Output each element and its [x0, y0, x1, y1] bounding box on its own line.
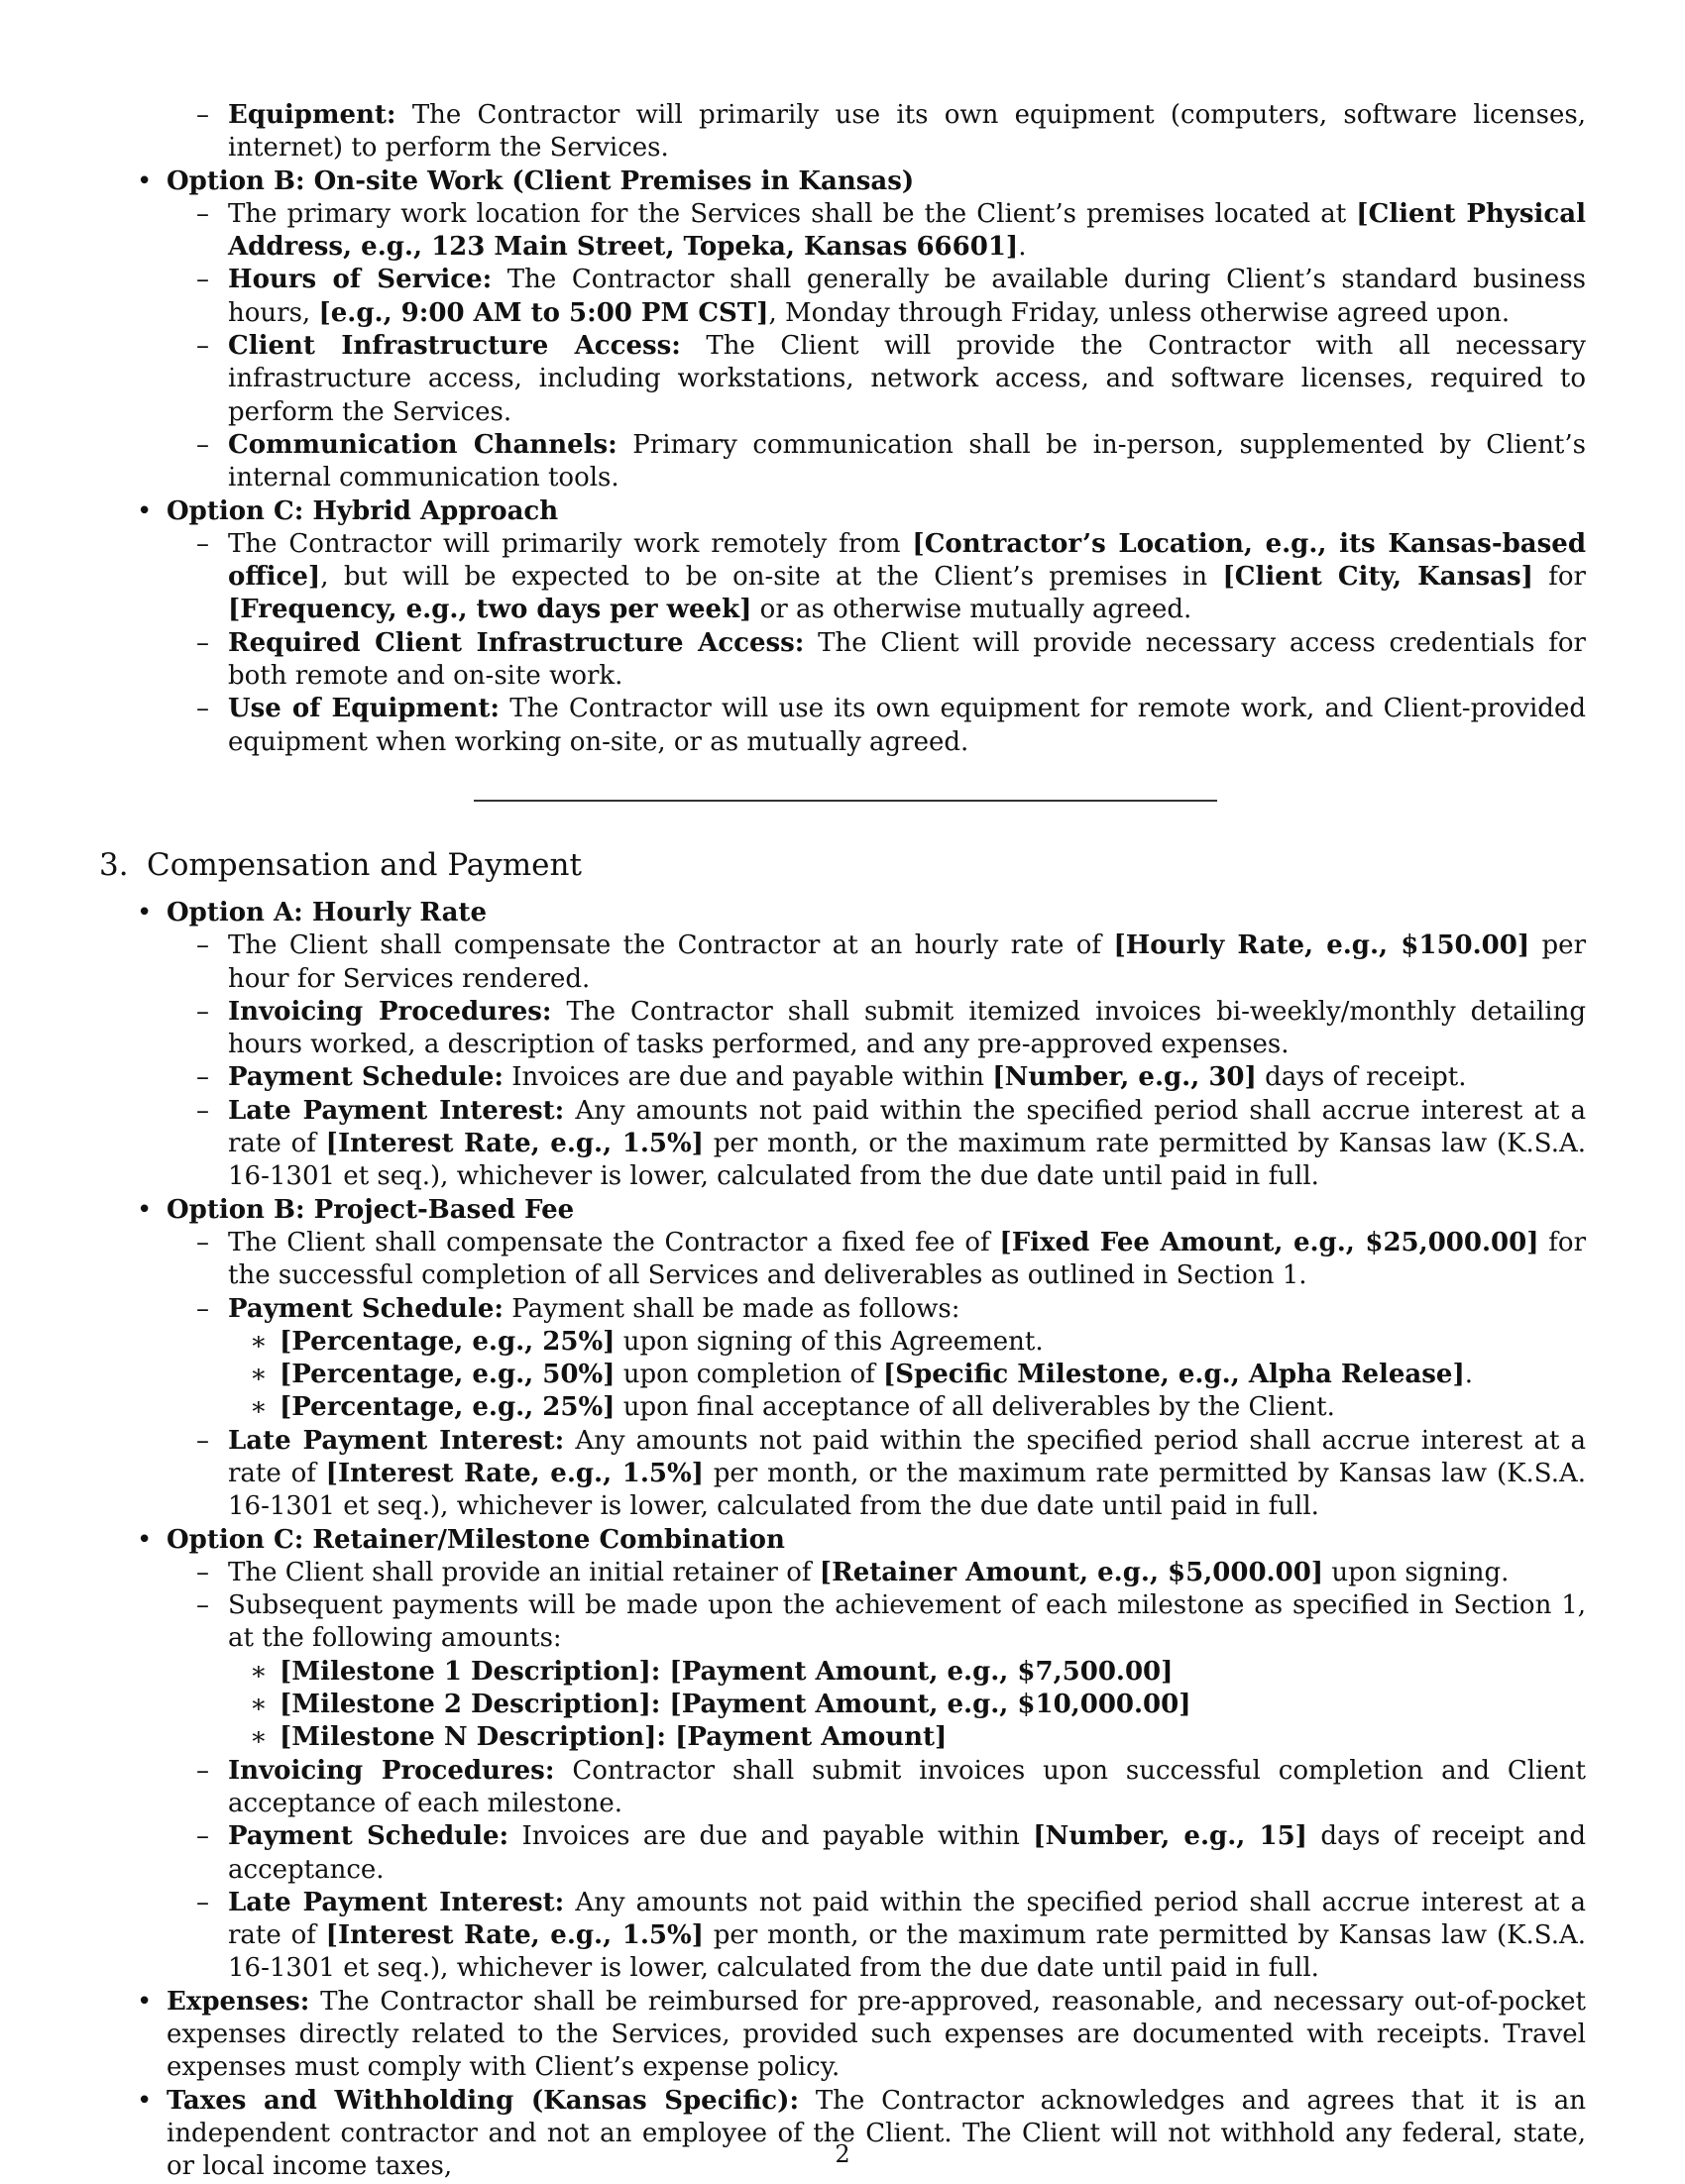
list-item: – The Contractor will primarily work remotely from [Contractor’s Location, e.g., its Kansas-based office], but will be expected to be on-site at the Client’s premises in [Client City, Kansas] for [Frequency, e.g., two days per week] or as otherwise mutually agreed. — [196, 528, 1587, 625]
expenses-clause: • Expenses: The Contractor shall be reimbursed for pre-approved, reasonable, and necessary out-of-pocket expenses directly related to the Services, provided such expenses are documented with receipts. Travel expenses must comply with Client’s expense policy. — [137, 1986, 1586, 2083]
page-number: 2 — [835, 2140, 850, 2168]
list-item: – The Client shall provide an initial retainer of [Retainer Amount, e.g., $5,000.00] upon signing. — [196, 1557, 1510, 1587]
option-title: Option B: Project-Based Fee — [167, 1194, 575, 1225]
list-item: – The Client shall compensate the Contractor at an hourly rate of [Hourly Rate, e.g., $150.00] per hour for Services rendered. — [196, 930, 1586, 994]
list-item: – Payment Schedule: Invoices are due and payable within [Number, e.g., 30] days of receipt. — [196, 1062, 1467, 1093]
horizontal-rule — [474, 800, 1217, 802]
sub-list-item: ∗ [Milestone N Description]: [Payment Amount] — [250, 1722, 948, 1753]
sub-list-item: ∗ [Milestone 2 Description]: [Payment Amount, e.g., $10,000.00] — [250, 1690, 1191, 1720]
section-number: 3. — [99, 846, 129, 883]
list-item: – Subsequent payments will be made upon the achievement of each milestone as specified in Section 1, at the following amounts: ∗ [Milestone 1 Description]: [Payment Amount, e.g., $7,500.00] ∗ [Milestone 2 Description]: [Payment Amount, e.g., $10,000.00] ∗ [Milestone N Description]: [Payment Amount] — [228, 1589, 1586, 1754]
list-item: – Client Infrastructure Access: The Client will provide the Contractor with all necessary infrastructure access, including workstations, network access, and software licenses, required to perform the Services. — [196, 331, 1586, 427]
bullet-marker: • — [137, 165, 153, 196]
option-title: Option B: On-site Work (Client Premises in Kansas) — [167, 165, 915, 196]
sub-list-item: ∗ [Percentage, e.g., 50%] upon completion of [Specific Milestone, e.g., Alpha Release]. — [250, 1360, 1474, 1390]
list-item: – Invoicing Procedures: The Contractor shall submit itemized invoices bi-weekly/monthly detailing hours worked, a description of tasks performed, and any pre-approved expenses. — [196, 996, 1586, 1060]
work-options-list — [137, 165, 1587, 759]
list-item: – Equipment: The Contractor will primarily use its own equipment (computers, software licenses, internet) to perform the Services. — [196, 100, 1587, 164]
sub-list-item: ∗ [Percentage, e.g., 25%] upon final acceptance of all deliverables by the Client. — [250, 1392, 1335, 1423]
list-item: – Use of Equipment: The Contractor will use its own equipment for remote work, and Client-provided equipment when working on-site, or as mutually agreed. — [196, 694, 1586, 757]
option-title: Option A: Hourly Rate — [167, 897, 487, 928]
compensation-section — [137, 897, 1586, 2184]
dash-marker: – — [196, 100, 209, 130]
sub-list-item: ∗ [Milestone 1 Description]: [Payment Amount, e.g., $7,500.00] — [250, 1656, 1174, 1687]
list-item: – Late Payment Interest: Any amounts not paid within the specified period shall accrue interest at a rate of [Interest Rate, e.g., 1.5%] per month, or the maximum rate permitted by Kansas law (K.S.A. 16-1301 et seq.), whichever is lower, calculated from the due date until paid in full. — [196, 1425, 1586, 1522]
option-a-hourly: • Option A: Hourly Rate – The Client shall compensate the Contractor at an hourly rate of [Hourly Rate, e.g., $150.00] per hour for Services rendered. – Invoicing Procedures: The Contractor shall submit itemized invoices bi-weekly/monthly detailing hours worked, a description of tasks performed, and any pre-approved expenses. – Payment Schedule: Invoices are due and payable within [Number, e.g., 30] days of receipt. – Late Payment Interest: Any amounts not paid within the specified period shall accrue interest at a rate of [Interest Rate, e.g., 1.5%] per month, or the maximum rate permitted by Kansas law (K.S.A. 16-1301 et seq.), whichever is lower, calculated from the due date until paid in full. — [167, 897, 1586, 1194]
list-item: – Late Payment Interest: Any amounts not paid within the specified period shall accrue interest at a rate of [Interest Rate, e.g., 1.5%] per month, or the maximum rate permitted by Kansas law (K.S.A. 16-1301 et seq.), whichever is lower, calculated from the due date until paid in full. — [196, 1095, 1586, 1192]
bullet-marker: • — [137, 495, 153, 526]
option-a-tail-list — [196, 99, 1587, 165]
option-c-retainer: • Option C: Retainer/Milestone Combination – The Client shall provide an initial retainer of [Retainer Amount, e.g., $5,000.00] upon signing. – Subsequent payments will be made upon the achievement of each milestone as specified in Section 1, at the following amounts: ∗ [Milestone 1 Description]: [Payment Amount, e.g., $7,500.00] ∗ [Milestone 2 Description]: [Payment Amount, e.g., $10,000.00] ∗ [Milestone N Description]: [Payment Amount] – Invoicing Procedures: Contractor shall submit invoices upon successful completion and Client acceptance of each milestone. – Payment Schedule: Invoices are due and payable within [Number, e.g., 15] days of receipt and acceptance. – Late Payment Interest: Any amounts not paid within the specified period shall accrue interest at a rate of [Interest Rate, e.g., 1.5%] per month, or the maximum rate permitted by Kansas law (K.S.A. 16-1301 et seq.), whichever is lower, calculated from the due date until paid in full. — [167, 1524, 1586, 1986]
section-heading — [99, 845, 1586, 885]
list-item: – Invoicing Procedures: Contractor shall submit invoices upon successful completion and Client acceptance of each milestone. — [196, 1755, 1586, 1818]
option-b-onsite — [137, 165, 1586, 495]
list-item: – The Client shall compensate the Contractor a fixed fee of [Fixed Fee Amount, e.g., $25,000.00] for the successful completion of all Services and deliverables as outlined in Section 1. — [196, 1227, 1586, 1291]
work-location-continued — [137, 99, 1587, 759]
list-item: – Payment Schedule: Payment shall be made as follows: ∗ [Percentage, e.g., 25%] upon signing of this Agreement. ∗ [Percentage, e.g., 50%] upon completion of [Specific Milestone, e.g., Alpha Release]. ∗ [Percentage, e.g., 25%] upon final acceptance of all deliverables by the Client. — [228, 1293, 1586, 1425]
option-b-project-fee: • Option B: Project-Based Fee – The Client shall compensate the Contractor a fixed fee of [Fixed Fee Amount, e.g., $25,000.00] for the successful completion of all Services and deliverables as outlined in Section 1. – Payment Schedule: Payment shall be made as follows: ∗ [Percentage, e.g., 25%] upon signing of this Agreement. ∗ [Percentage, e.g., 50%] upon completion of [Specific Milestone, e.g., Alpha Release]. ∗ [Percentage, e.g., 25%] upon final acceptance of all deliverables by the Client. – Late Payment Interest: Any amounts not paid within the specified period shall accrue interest at a rate of [Interest Rate, e.g., 1.5%] per month, or the maximum rate permitted by Kansas law (K.S.A. 16-1301 et seq.), whichever is lower, calculated from the due date until paid in full. — [167, 1194, 1586, 1524]
list-item: – Hours of Service: The Contractor shall generally be available during Client’s standard business hours, [e.g., 9:00 AM to 5:00 PM CST], Monday through Friday, unless otherwise agreed upon. — [196, 265, 1586, 328]
taxes-clause: • Taxes and Withholding (Kansas Specific): The Contractor acknowledges and agrees that it is an independent contractor and not an employee of the Client. The Client will not withhold any federal, state, or local income taxes, — [137, 2085, 1586, 2182]
section-title: Compensation and Payment — [147, 846, 582, 883]
page-content — [99, 99, 1586, 2184]
list-item: – Communication Channels: Primary communication shall be in-person, supplemented by Client’s internal communication tools. — [196, 429, 1586, 493]
option-title: Option C: Hybrid Approach — [167, 495, 559, 526]
option-c-hybrid — [137, 495, 1587, 759]
sub-list-item: ∗ [Percentage, e.g., 25%] upon signing of this Agreement. — [250, 1326, 1044, 1357]
list-item: – Late Payment Interest: Any amounts not paid within the specified period shall accrue interest at a rate of [Interest Rate, e.g., 1.5%] per month, or the maximum rate permitted by Kansas law (K.S.A. 16-1301 et seq.), whichever is lower, calculated from the due date until paid in full. — [196, 1887, 1586, 1984]
list-item: – Required Client Infrastructure Access: The Client will provide necessary access credentials for both remote and on-site work. — [196, 627, 1586, 692]
list-item: – The primary work location for the Services shall be the Client’s premises located at [Client Physical Address, e.g., 123 Main Street, Topeka, Kansas 66601]. — [196, 198, 1586, 263]
option-title: Option C: Retainer/Milestone Combination — [167, 1524, 785, 1555]
list-item: – Payment Schedule: Invoices are due and payable within [Number, e.g., 15] days of receipt and acceptance. — [196, 1821, 1586, 1885]
